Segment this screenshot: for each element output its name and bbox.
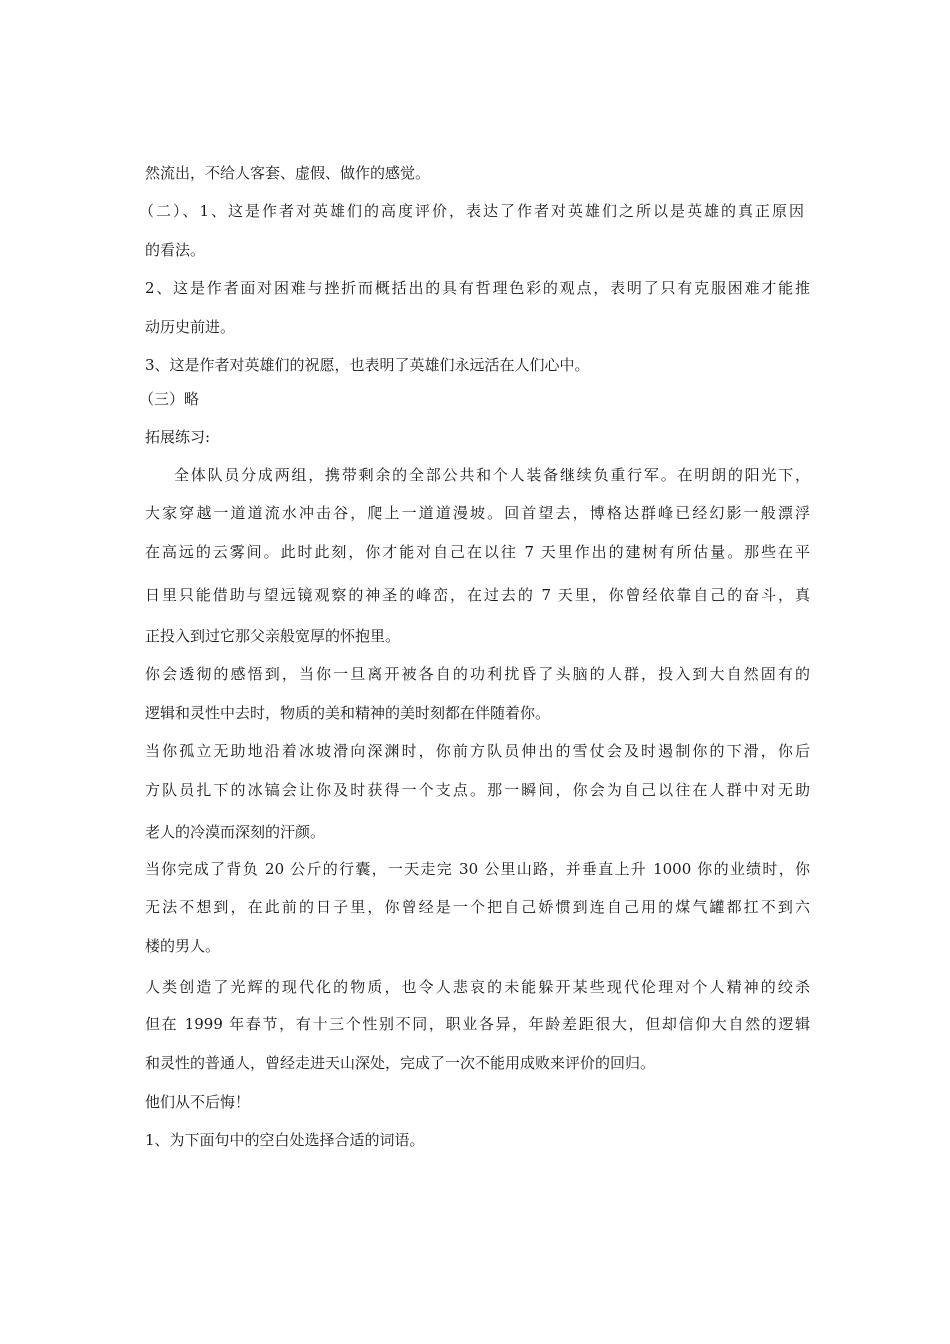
passage-line: 人类创造了光辉的现代化的物质，也令人悲哀的未能躲开某些现代伦理对个人精神的绞杀: [145, 978, 810, 996]
passage-line: 日里只能借助与望远镜观察的神圣的峰峦，在过去的 7 天里，你曾经依靠自己的奋斗，真: [145, 586, 810, 604]
answer-2-item-1-line: （二）、1、这是作者对英雄们的高度评价，表达了作者对英雄们之所以是英雄的真正原因: [139, 202, 804, 220]
passage-line: 在高远的云雾间。此时此刻，你才能对自己在以往 7 天里作出的建树有所估量。那些在平: [145, 543, 810, 561]
passage-line: 当你完成了背负 20 公斤的行囊，一天走完 30 公里山路，并垂直上升 1000 你的业绩时，你: [145, 860, 810, 878]
passage-line: 逻辑和灵性中去时，物质的美和精神的美时刻都在伴随着你。: [145, 704, 551, 722]
passage-line: 方队员扎下的冰镐会让你及时获得一个支点。那一瞬间，你会为自己以往在人群中对无助: [145, 781, 810, 799]
exercise-question: 1、为下面句中的空白处选择合适的词语。: [145, 1131, 425, 1149]
passage-line: 当你孤立无助地沿着冰坡滑向深渊时，你前方队员伸出的雪仗会及时遏制你的下滑，你后: [145, 742, 810, 760]
passage-line: 和灵性的普通人，曾经走进天山深处，完成了一次不能用成败来评价的回归。: [145, 1054, 656, 1072]
answer-text-line: 然流出，不给人客套、虚假、做作的感觉。: [145, 164, 431, 182]
passage-line: 老人的冷漠而深刻的汗颜。: [145, 823, 326, 841]
passage-line: 楼的男人。: [145, 937, 221, 955]
passage-line: 但在 1999 年春节，有十三个性别不同，职业各异，年龄差距很大，但却信仰大自然的逻辑: [145, 1015, 810, 1033]
answer-2-item-2-line: 2、这是作者面对困难与挫折而概括出的具有哲理色彩的观点，表明了只有克服困难才能推: [145, 279, 810, 297]
passage-line: 正投入到过它那父亲般宽厚的怀抱里。: [145, 627, 401, 645]
passage-line: 无法不想到，在此前的日子里，你曾经是一个把自己娇惯到连自己用的煤气罐都扛不到六: [145, 898, 810, 916]
passage-line: 大家穿越一道道流水冲击谷，爬上一道道漫坡。回首望去，博格达群峰已经幻影一般漂浮: [145, 504, 810, 522]
answer-3-line: （三）略: [139, 390, 200, 408]
answer-2-item-3-line: 3、这是作者对英雄们的祝愿，也表明了英雄们永远活在人们心中。: [145, 356, 590, 374]
answer-2-item-1-line: 的看法。: [145, 241, 206, 259]
passage-line: 你会透彻的感悟到，当你一旦离开被各自的功利扰昏了头脑的人群，投入到大自然固有的: [145, 665, 810, 683]
passage-line: 他们从不后悔！: [145, 1093, 251, 1111]
section-heading-extension: 拓展练习:: [145, 428, 211, 446]
passage-line: 全体队员分成两组，携带剩余的全部公共和个人装备继续负重行军。在明朗的阳光下，: [174, 466, 810, 484]
answer-2-item-2-line: 动历史前进。: [145, 318, 236, 336]
